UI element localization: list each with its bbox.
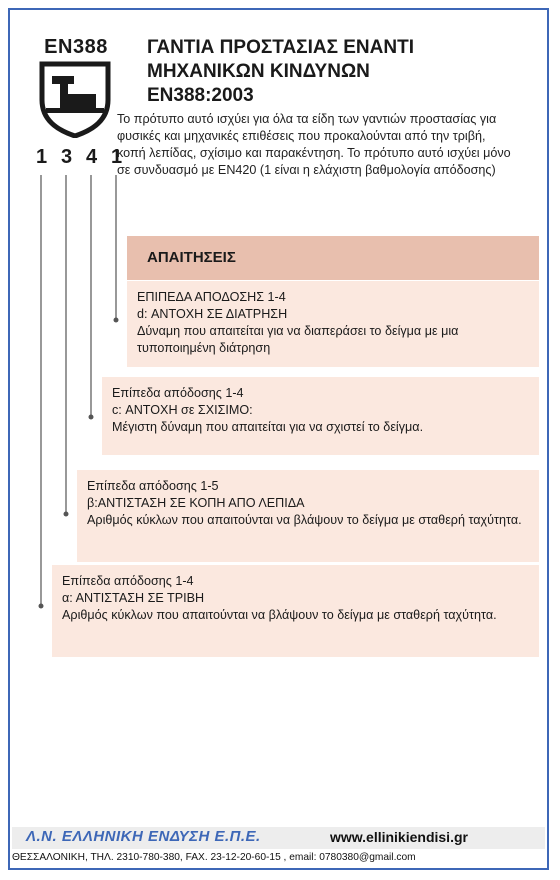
- intro-paragraph: Το πρότυπο αυτό ισχύει για όλα τα είδη των γαντιών προστασίας για φυσικές και μηχανικές επιθέσεις που προκαλούνται από την τριβή, κοπή λεπίδας, σχίσιμο και παρακέντηση. Το πρότυπο αυτό ισχύει μόνο σε συνδυασμό με EN420 (1 είναι η ελάχιστη βαθμολογία απόδοσης): [117, 112, 511, 177]
- requirement-description: Μέγιστη δύναμη που απαιτείται για να σχιστεί το δείγμα.: [112, 420, 424, 434]
- requirement-levels: Επίπεδα απόδοσης 1-5: [87, 479, 219, 493]
- requirement-name: d: ΑΝΤΟΧΗ ΣΕ ΔΙΑΤΡΗΣΗ: [137, 307, 288, 321]
- title-line: ΜΗΧΑΝΙΚΩΝ ΚΙΝΔΥΝΩΝ: [147, 61, 370, 82]
- glove-hammer-shield-icon: [38, 60, 112, 138]
- requirements-header: ΑΠΑΙΤΗΣΕΙΣ: [127, 236, 539, 280]
- main-title: [147, 36, 527, 108]
- requirement-levels: Επίπεδα απόδοσης 1-4: [62, 574, 194, 588]
- requirement-abrasion: [52, 565, 539, 657]
- digit-puncture: 1: [111, 146, 123, 168]
- company-name: Λ.Ν. ΕΛΛΗΝΙΚΗ ΕΝΔΥΣΗ Ε.Π.Ε.: [26, 828, 261, 845]
- requirement-description: Δύναμη που απαιτείται για να διαπεράσει το δείγμα με μια τυποποιημένη διάτρηση: [137, 324, 459, 355]
- digit-abrasion: 1: [36, 146, 48, 168]
- website-link[interactable]: www.ellinikiendisi.gr: [330, 829, 468, 845]
- title-line: ΓΑΝΤΙΑ ΠΡΟΣΤΑΣΙΑΣ ΕΝΑΝΤΙ: [147, 37, 414, 58]
- requirement-levels: Επίπεδα απόδοσης 1-4: [112, 386, 244, 400]
- requirement-puncture: [127, 281, 539, 367]
- footer-company-bar: [12, 827, 545, 849]
- digit-blade-cut: 3: [61, 146, 73, 168]
- requirement-blade-cut: [77, 470, 539, 562]
- requirement-description: Αριθμός κύκλων που απαιτούνται να βλάψουν το δείγμα με σταθερή ταχύτητα.: [87, 513, 522, 527]
- requirement-name: β:ΑΝΤΙΣΤΑΣΗ ΣΕ ΚΟΠΗ ΑΠΟ ΛΕΠΙΔΑ: [87, 496, 305, 510]
- requirement-tear: [102, 377, 539, 455]
- requirement-name: c: ΑΝΤΟΧΗ σε ΣΧΙΣΙΜΟ:: [112, 403, 253, 417]
- digit-tear: 4: [86, 146, 98, 168]
- requirement-name: α: ΑΝΤΙΣΤΑΣΗ ΣΕ ΤΡΙΒΗ: [62, 591, 205, 605]
- requirement-description: Αριθμός κύκλων που απαιτούνται να βλάψουν το δείγμα με σταθερή ταχύτητα.: [62, 608, 497, 622]
- title-line: EN388:2003: [147, 85, 254, 106]
- standard-code: EN388: [44, 36, 108, 58]
- requirement-levels: ΕΠΙΠΕΔΑ ΑΠΟΔΟΣΗΣ 1-4: [137, 290, 286, 304]
- footer-contact: ΘΕΣΣΑΛΟΝΙΚΗ, ΤΗΛ. 2310-780-380, FAX. 23-12-20-60-15 , email: 0780380@gmail.com: [12, 852, 416, 863]
